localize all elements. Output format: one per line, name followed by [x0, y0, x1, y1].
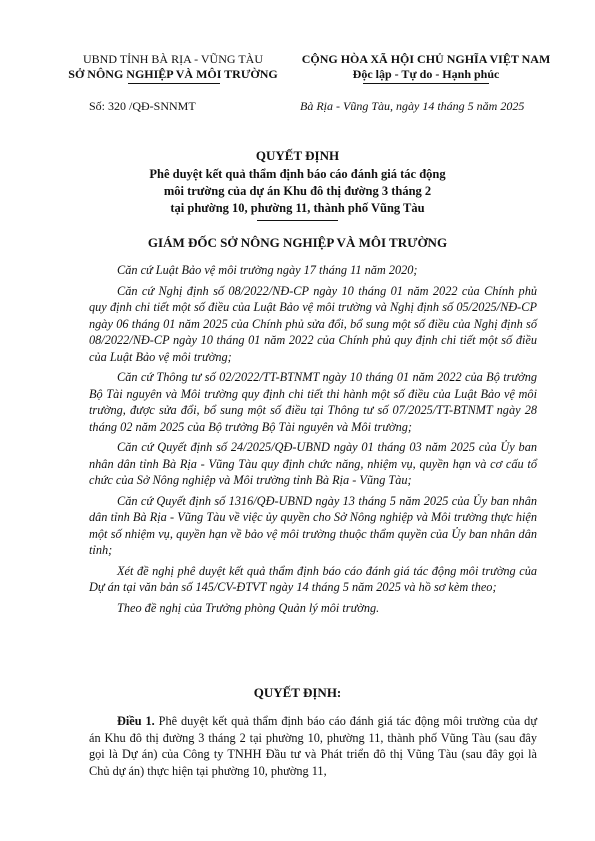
proposal-paragraph: Xét đề nghị phê duyệt kết quả thẩm định báo cáo đánh giá tác động môi trường của Dự án tại văn bản số 145/CV-ĐTVT ngày 14 tháng 5 năm 2025 và hồ sơ kèm theo;	[89, 563, 537, 594]
subtitle-line: tại phường 10, phường 11, thành phố Vũng Tàu	[170, 201, 425, 215]
agency-underline	[128, 83, 220, 84]
subtitle-underline	[257, 220, 338, 221]
decision-heading: QUYẾT ĐỊNH:	[253, 685, 342, 700]
subtitle-line: môi trường của dự án Khu đô thị đường 3 tháng 2	[163, 184, 432, 198]
subtitle-line: Phê duyệt kết quả thẩm định báo cáo đánh giá tác động	[149, 167, 446, 181]
province-committee-name: UBND TỈNH BÀ RỊA - VŨNG TÀU	[82, 52, 263, 66]
article-1-label: Điều 1.	[117, 714, 155, 728]
article-1	[89, 713, 537, 779]
document-number: Số: 320 /QĐ-SNNMT	[89, 99, 196, 113]
preamble	[89, 262, 537, 616]
document-subtitle	[60, 166, 535, 217]
place-date: Bà Rịa - Vũng Tàu, ngày 14 tháng 5 năm 2025	[300, 99, 525, 113]
motto-underline	[363, 83, 489, 84]
national-motto-block	[296, 52, 556, 82]
legal-basis-paragraph: Căn cứ Luật Bảo vệ môi trường ngày 17 tháng 11 năm 2020;	[117, 263, 418, 277]
proposal-paragraph: Theo đề nghị của Trưởng phòng Quản lý môi trường.	[117, 600, 380, 615]
legal-basis-paragraph: Căn cứ Thông tư số 02/2022/TT-BTNMT ngày 10 tháng 01 năm 2022 của Bộ trưởng Bộ Tài nguyên và Môi trường quy định chi tiết thi hành một số điều của Luật Bảo vệ môi trường, được sửa đổi, bổ sung một số điều tại Thông tư số 07/2025/TT-BTNMT ngày 28 tháng 02 năm 2025 của Bộ trưởng Bộ Tài nguyên và Môi trường;	[89, 370, 537, 434]
national-name: CỘNG HÒA XÃ HỘI CHỦ NGHĨA VIỆT NAM	[301, 52, 551, 66]
document-title: QUYẾT ĐỊNH	[255, 148, 340, 163]
legal-basis-paragraph: Căn cứ Nghị định số 08/2022/NĐ-CP ngày 10 tháng 01 năm 2022 của Chính phủ quy định chi tiết một số điều của Luật Bảo vệ môi trường và Nghị định số 05/2025/NĐ-CP ngày 06 tháng 01 năm 2025 của Chính phủ sửa đổi, bổ sung một số điều của Nghị định số 08/2022/NĐ-CP ngày 10 tháng 01 năm 2022 của Chính phủ quy định chi tiết một số điều của Luật Bảo vệ môi trường;	[89, 283, 537, 364]
legal-basis-paragraph: Căn cứ Quyết định số 24/2025/QĐ-UBND ngày 01 tháng 03 năm 2025 của Ủy ban nhân dân tỉnh Bà Rịa - Vũng Tàu quy định chức năng, nhiệm vụ, quyền hạn và cơ cấu tổ chức của Sở Nông nghiệp và Môi trường tỉnh Bà Rịa - Vũng Tàu;	[89, 440, 537, 487]
national-motto: Độc lập - Tự do - Hạnh phúc	[352, 67, 500, 81]
legal-basis-paragraph: Căn cứ Quyết định số 1316/QĐ-UBND ngày 13 tháng 5 năm 2025 của Ủy ban nhân dân tỉnh Bà Rịa - Vũng Tàu về việc ủy quyền cho Sở Nông nghiệp và Môi trường thực hiện một số nhiệm vụ, quyền hạn về bảo vệ môi trường thuộc thẩm quyền của Ủy ban nhân dân tỉnh;	[89, 493, 537, 557]
article-1-text: Phê duyệt kết quả thẩm định báo cáo đánh giá tác động môi trường của dự án Khu đô thị đường 3 tháng 2 tại phường 10, phường 11, thành phố Vũng Tàu (sau đây gọi là Dự án) của Công ty TNHH Đầu tư và Phát triển đô thị Vũng Tàu (sau đây gọi là Chủ dự án) thực hiện tại phường 10, phường 11,	[89, 714, 537, 778]
department-name: SỞ NÔNG NGHIỆP VÀ MÔI TRƯỜNG	[68, 67, 278, 81]
issuing-authority: GIÁM ĐỐC SỞ NÔNG NGHIỆP VÀ MÔI TRƯỜNG	[147, 235, 448, 250]
issuing-agency-block	[58, 52, 288, 82]
